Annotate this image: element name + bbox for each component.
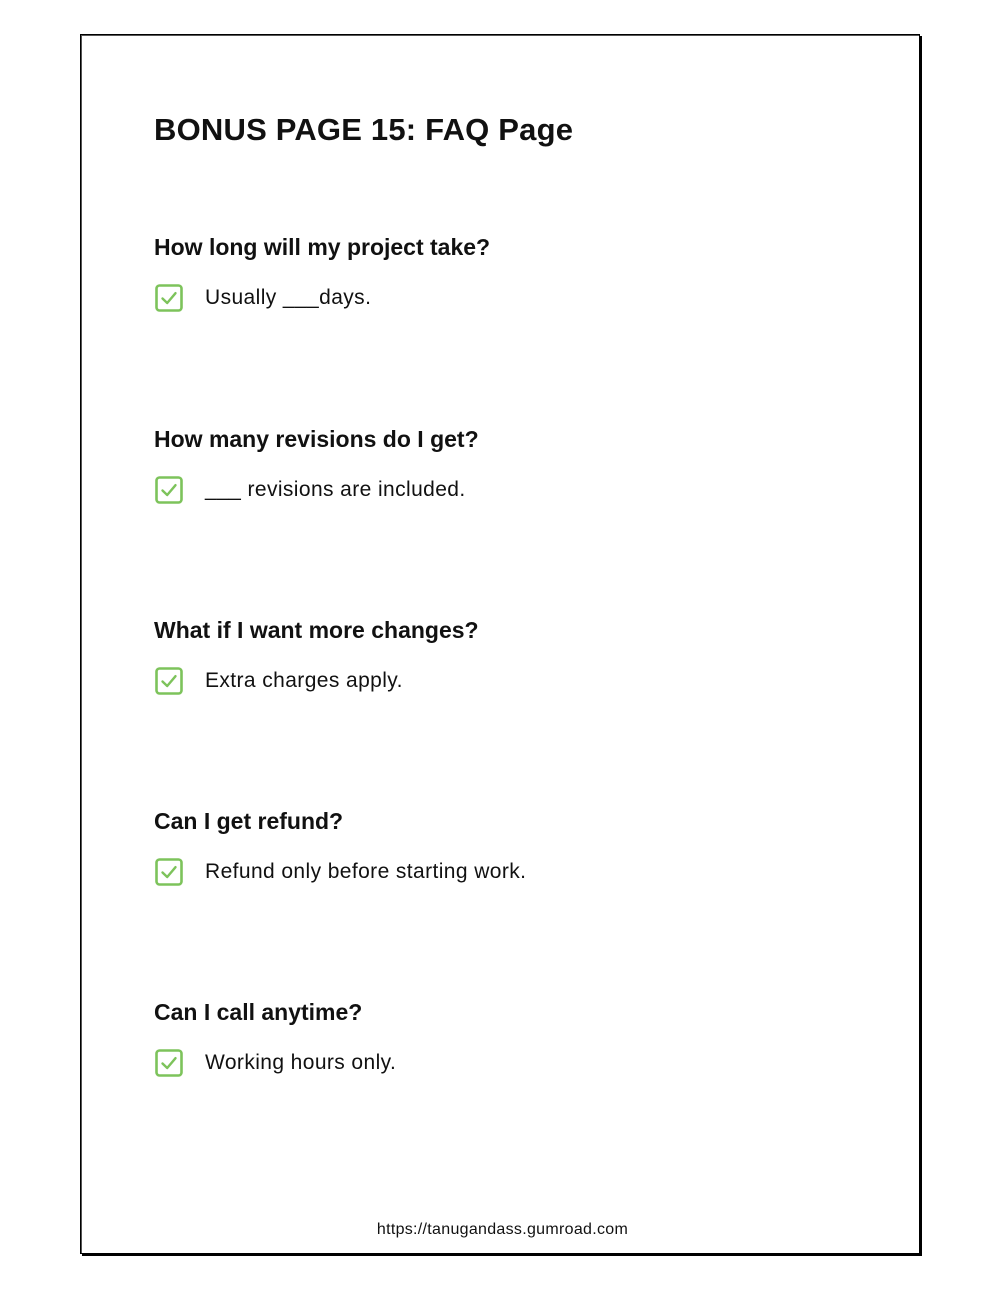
faq-answer-row	[154, 283, 854, 313]
faq-answer-row	[154, 666, 854, 696]
faq-answer: Extra charges apply.	[205, 669, 403, 692]
faq-item	[154, 998, 854, 1078]
faq-answer: ___ revisions are included.	[205, 478, 466, 501]
checkbox-checked-icon	[154, 666, 184, 696]
checkbox-checked-icon	[154, 1048, 184, 1078]
faq-answer: Refund only before starting work.	[205, 860, 527, 883]
checkbox-checked-icon	[154, 283, 184, 313]
faq-question: How many revisions do I get?	[154, 426, 479, 452]
faq-question: Can I get refund?	[154, 808, 344, 834]
faq-answer: Usually ___days.	[205, 286, 372, 309]
footer-url[interactable]: https://tanugandass.gumroad.com	[376, 1221, 629, 1238]
faq-item	[154, 425, 854, 505]
page-title: BONUS PAGE 15: FAQ Page	[154, 112, 574, 147]
faq-item	[154, 233, 854, 313]
faq-answer-row	[154, 475, 854, 505]
checkbox-checked-icon	[154, 857, 184, 887]
faq-item	[154, 807, 854, 887]
checkbox-checked-icon	[154, 475, 184, 505]
faq-question: How long will my project take?	[154, 234, 491, 260]
faq-answer-row	[154, 1048, 854, 1078]
faq-answer-row	[154, 857, 854, 887]
faq-question: What if I want more changes?	[154, 617, 479, 643]
faq-answer: Working hours only.	[205, 1051, 397, 1074]
faq-item	[154, 616, 854, 696]
faq-question: Can I call anytime?	[154, 999, 363, 1025]
